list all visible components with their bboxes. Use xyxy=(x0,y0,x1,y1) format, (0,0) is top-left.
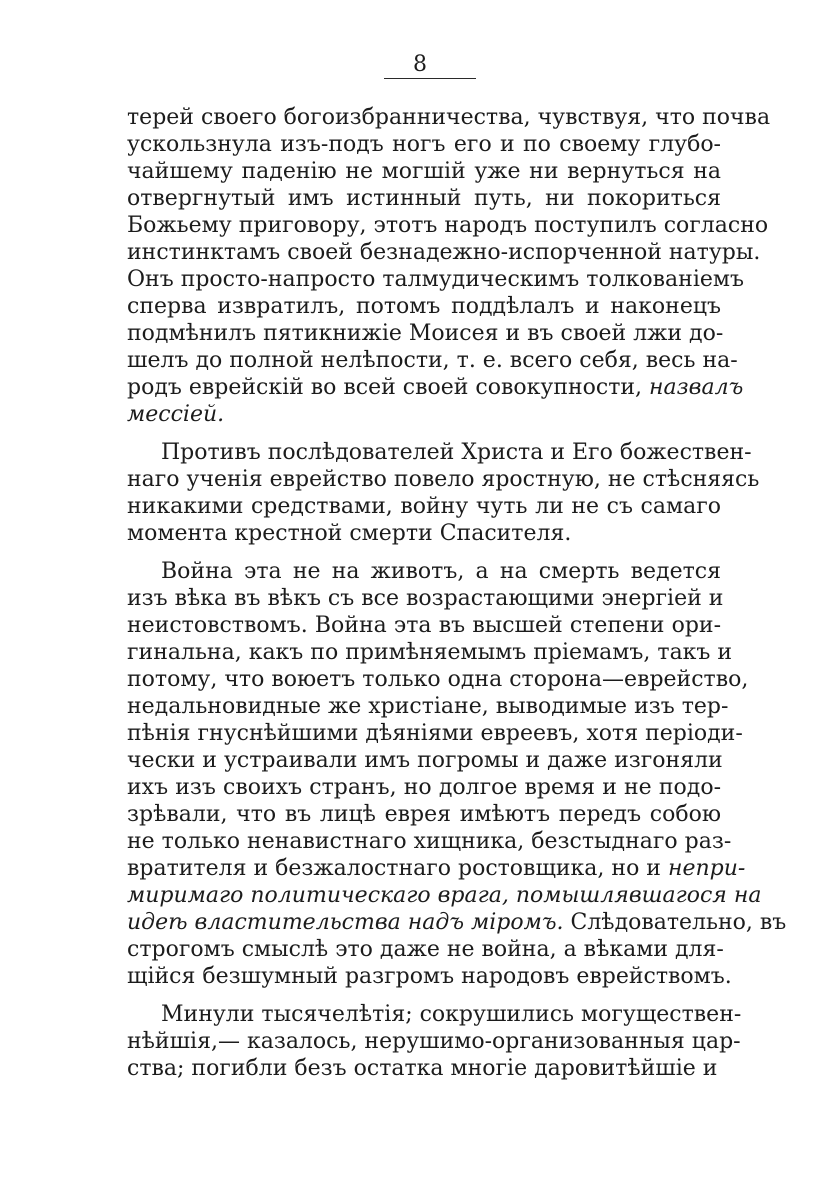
italic-text: непри- xyxy=(667,856,746,881)
text-line xyxy=(127,693,729,720)
text-run: родъ еврейскій во всей своей совокупности, xyxy=(127,375,650,400)
text-run: наго ученія еврейство повело яростную, не стѣсняясь xyxy=(127,467,760,492)
text-line xyxy=(127,239,761,266)
text-run: изъ вѣка въ вѣкъ съ все возрастающими энергіей и xyxy=(127,586,724,611)
text-run: зрѣвали, что въ лицѣ еврея имѣютъ передъ собою xyxy=(127,802,721,827)
text-run: Война эта не на животъ, а на смерть ведется xyxy=(161,559,721,584)
text-run: Противъ послѣдователей Христа и Его божествен- xyxy=(161,440,752,465)
text-run: инстинктамъ своей безнадежно-испорченной натуры. xyxy=(127,240,761,265)
text-line xyxy=(127,401,721,428)
text-line xyxy=(127,266,744,293)
text-run: строгомъ смыслѣ это даже не война, а вѣками для- xyxy=(127,937,724,962)
paragraph xyxy=(127,1001,742,1082)
text-run: нѣйшія,— казалось, нерушимо-организованныя цар- xyxy=(127,1029,741,1054)
text-run: чайшему паденію не могшій уже ни вернуться на xyxy=(127,159,721,184)
paragraph-gap xyxy=(127,547,721,558)
text-line xyxy=(127,855,746,882)
text-run: пѣнія гнуснѣйшими дѣяніями евреевъ, хотя періоди- xyxy=(127,721,743,746)
text-run: ства; погибли безъ остатка многіе даровитѣйшіе и xyxy=(127,1056,718,1081)
text-line xyxy=(127,347,738,374)
text-run: подмѣнилъ пятикнижіе Моисея и въ своей лжи до- xyxy=(127,321,724,346)
text-run: ускользнула изъ-подъ ногъ его и по своему глубо- xyxy=(127,132,721,157)
text-line xyxy=(127,212,769,239)
text-line xyxy=(127,131,721,158)
text-line xyxy=(127,1028,741,1055)
paragraph xyxy=(127,104,771,428)
text-run: Слѣдовательно, въ xyxy=(563,910,787,935)
text-line xyxy=(127,882,762,909)
text-run: потому, что воюетъ только одна сторона—еврейство, xyxy=(127,667,749,692)
text-run: недальновидные же христіане, выводимые изъ тер- xyxy=(127,694,729,719)
text-run: Онъ просто-напросто талмудическимъ толкованіемъ xyxy=(127,267,744,292)
text-run: ихъ изъ своихъ странъ, но долгое время и не подо- xyxy=(127,775,721,800)
text-run: Минули тысячелѣтія; сокрушились могуществен- xyxy=(161,1002,742,1027)
text-line xyxy=(127,909,787,936)
text-run: гинальна, какъ по примѣняемымъ пріемамъ, такъ и xyxy=(127,640,733,665)
text-line xyxy=(127,185,721,212)
text-line xyxy=(127,293,721,320)
italic-text: миримаго политическаго врага, помышлявшагося на xyxy=(127,883,762,908)
text-line xyxy=(127,639,733,666)
text-line xyxy=(127,493,721,520)
text-run: сперва извратилъ, потомъ поддѣлалъ и наконецъ xyxy=(127,294,721,319)
text-run: неистовствомъ. Война эта въ высшей степени ори- xyxy=(127,613,721,638)
text-run: отвергнутый имъ истинный путь, ни покориться xyxy=(127,186,721,211)
text-run: терей своего богоизбранничества, чувствуя, что почва xyxy=(127,105,771,130)
text-line xyxy=(127,158,721,185)
paragraph xyxy=(127,439,760,547)
text-run: чески и устраивали имъ погромы и даже изгоняли xyxy=(127,748,723,773)
text-line xyxy=(127,320,724,347)
paragraph-gap xyxy=(127,428,721,439)
text-line xyxy=(127,612,721,639)
text-line xyxy=(127,747,721,774)
text-line xyxy=(127,720,743,747)
text-line xyxy=(127,1055,721,1082)
text-run: щійся безшумный разгромъ народовъ еврействомъ. xyxy=(127,964,732,989)
text-run: шелъ до полной нелѣпости, т. е. всего себя, весь на- xyxy=(127,348,738,373)
italic-text: идеѣ властительства надъ міромъ. xyxy=(127,910,564,935)
text-line xyxy=(127,936,724,963)
text-line xyxy=(127,1001,742,1028)
page-number: 8 xyxy=(413,52,427,77)
text-run: никакими средствами, войну чуть ли не съ самаго xyxy=(127,494,721,519)
paragraph-gap xyxy=(127,990,721,1001)
text-line xyxy=(127,466,760,493)
text-line xyxy=(127,374,744,401)
text-run: не только ненавистнаго хищника, безстыднаго раз- xyxy=(127,829,732,854)
text-run: Божьему приговору, этотъ народъ поступилъ согласно xyxy=(127,213,769,238)
paragraph xyxy=(127,558,787,990)
text-run: вратителя и безжалостнаго ростовщика, но и xyxy=(127,856,668,881)
text-line xyxy=(127,801,721,828)
text-line xyxy=(127,104,771,131)
text-line xyxy=(127,520,721,547)
text-line xyxy=(127,774,721,801)
text-line xyxy=(127,585,724,612)
italic-text: назвалъ xyxy=(649,375,744,400)
text-line xyxy=(127,666,749,693)
text-run: момента крестной смерти Спасителя. xyxy=(127,521,572,546)
text-line xyxy=(127,558,721,585)
text-line xyxy=(127,828,732,855)
text-line xyxy=(127,439,752,466)
text-line xyxy=(127,963,732,990)
body-text xyxy=(127,104,787,1082)
header-rule xyxy=(384,78,476,79)
italic-text: мессіей. xyxy=(127,402,225,427)
